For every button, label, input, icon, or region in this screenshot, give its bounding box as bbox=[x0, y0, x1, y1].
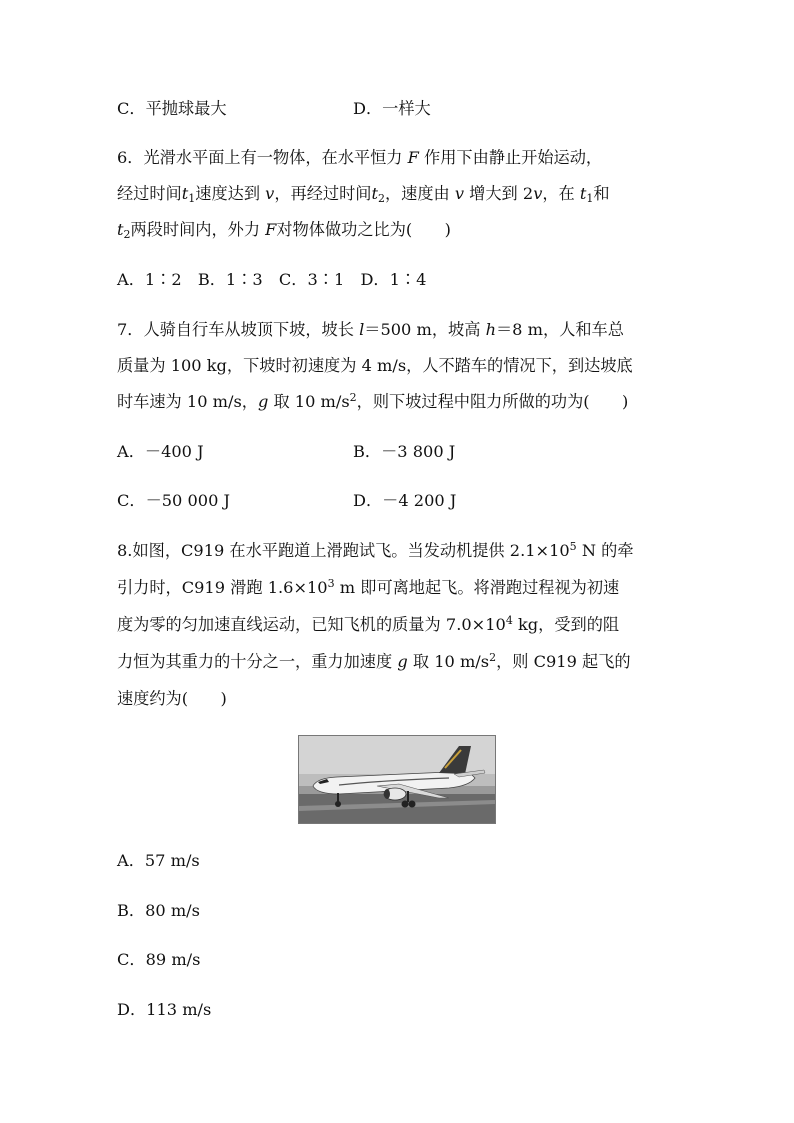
q7-option-c: C．－50 000 J bbox=[117, 491, 231, 510]
q5-option-c: C．平抛球最大 bbox=[117, 99, 227, 118]
q6-line-2: 经过时间$t_1$速度达到 v，再经过时间$t_2$，速度由 v 增大到 2v，在 $t_1$和 bbox=[117, 184, 610, 205]
q7-line-2: 质量为 100 kg，下坡时初速度为 4 m/s，人不踏车的情况下，到达坡底 bbox=[117, 356, 633, 375]
q8-option-b: B．80 m/s bbox=[117, 901, 200, 920]
q8-line-1: 8.如图，C919 在水平跑道上滑跑试飞。当发动机提供 $2.1\times 10^5$ N 的牵 bbox=[117, 540, 634, 560]
c919-airplane-illustration bbox=[299, 736, 495, 823]
q8-line-3: 度为零的匀加速直线运动，已知飞机的质量为 $7.0\times 10^4$ kg，受到的阻 bbox=[117, 614, 620, 634]
q6-line-1: 6．光滑水平面上有一物体，在水平恒力 F 作用下由静止开始运动， bbox=[117, 148, 603, 167]
q8-option-d: D．113 m/s bbox=[117, 1000, 212, 1019]
q8-line-2: 引力时，C919 滑跑 $1.6\times 10^3$ m 即可离地起飞。将滑跑过程视为初速 bbox=[117, 577, 620, 597]
q7-option-a: A．－400 J bbox=[117, 442, 204, 461]
airplane-photo bbox=[298, 735, 496, 824]
q6-options: A．1∶2 B．1∶3 C．3∶1 D．1∶4 bbox=[117, 270, 427, 289]
q8-line-4: 力恒为其重力的十分之一，重力加速度 g 取 10 $m/s^2$，则 C919 起飞的 bbox=[117, 651, 631, 671]
q5-option-d: D．一样大 bbox=[353, 99, 431, 118]
q8-option-c: C．89 m/s bbox=[117, 950, 201, 969]
q7-line-1: 7．人骑自行车从坡顶下坡，坡长 l＝500 m，坡高 h＝8 m，人和车总 bbox=[117, 320, 624, 339]
q6-line-3: $t_2$两段时间内，外力 F对物体做功之比为( ) bbox=[117, 220, 451, 241]
q7-option-b: B．－3 800 J bbox=[353, 442, 456, 461]
q7-line-3: 时车速为 10 m/s，g 取 10 $m/s^2$，则下坡过程中阻力所做的功为( ) bbox=[117, 391, 629, 411]
q8-line-5: 速度约为( ) bbox=[117, 689, 227, 708]
q7-option-d: D．－4 200 J bbox=[353, 491, 457, 510]
q8-option-a: A．57 m/s bbox=[117, 851, 200, 870]
